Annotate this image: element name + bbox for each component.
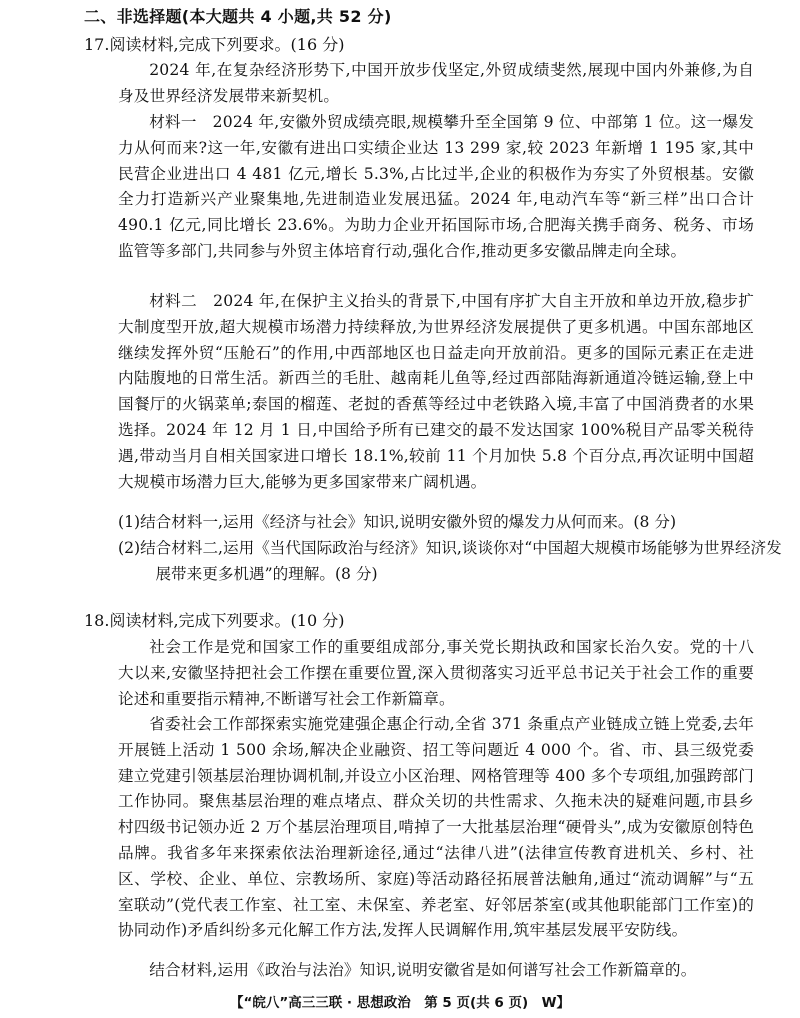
q18-paragraph-2: 省委社会工作部探索实施党建强企惠企行动,全省 371 条重点产业链成立链上党委,去年开展链上活动 1 500 余场,解决企业融资、招工等问题近 4 000 个。省、市、县三级党委建立党建引领基层治理协调机制,并设立小区治理、网格管理等 400 多个专项组,加强跨部门工作协同。聚焦基层治理的难点堵点、群众关切的共性需求、久拖未决的疑难问题,市县乡村四级书记领办近 2 万个基层治理项目,啃掉了一大批基层治理“硬骨头”,成为安徽原创特色品牌。我省多年来探索依法治理新途径,通过“法律八进”(法律宣传教育进机关、乡村、社区、学校、企业、单位、宗教场所、家庭)等活动路径拓展普法触角,通过“流动调解”与“五室联动”(党代表工作室、社工室、未保室、养老室、好邻居茶室(或其他职能部门工作室)的协同动作)矛盾纠纷多元化解工作方法,发挥人民调解作用,筑牢基层发展平安防线。 <box>118 715 754 940</box>
question-17-title: 17.阅读材料,完成下列要求。(16 分) <box>84 35 345 54</box>
q18-paragraph-1: 社会工作是党和国家工作的重要组成部分,事关党长期执政和国家长治久安。党的十八大以来,安徽坚持把社会工作摆在重要位置,深入贯彻落实习近平总书记关于社会工作的重要论述和重要指示精神,不断谱写社会工作新篇章。 <box>118 638 754 708</box>
question-18-title: 18.阅读材料,完成下列要求。(10 分) <box>84 611 345 630</box>
q17-intro-paragraph: 2024 年,在复杂经济形势下,中国开放步伐坚定,外贸成绩斐然,展现中国内外兼修,为自身及世界经济发展带来新契机。 <box>118 61 754 105</box>
page-footer: 【“皖八”高三三联 · 思想政治 第 5 页(共 6 页) W】 <box>229 995 571 1011</box>
q18-question: 结合材料,运用《政治与法治》知识,说明安徽省是如何谱写社会工作新篇章的。 <box>149 961 697 979</box>
q17-material-2: 材料二 2024 年,在保护主义抬头的背景下,中国有序扩大自主开放和单边开放,稳步扩大制度型开放,超大规模市场潜力持续释放,为世界经济发展提供了更多机遇。中国东部地区继续发挥外贸“压舱石”的作用,中西部地区也日益走向开放前沿。更多的国际元素正在走进内陆腹地的日常生活。新西兰的毛肚、越南耗儿鱼等,经过西部陆海新通道冷链运输,登上中国餐厅的火锅菜单;泰国的榴莲、老挝的香蕉等经过中老铁路入境,丰富了中国消费者的水果选择。2024 年 12 月 1 日,中国给予所有已建交的最不发达国家 100%税目产品零关税待遇,带动当月自相关国家进口增长 18.1%,较前 11 个月加快 5.8 个百分点,再次证明中国超大规模市场潜力巨大,能够为更多国家带来广阔机遇。 <box>118 292 754 491</box>
q17-subquestion-2: (2)结合材料二,运用《当代国际政治与经济》知识,谈谈你对“中国超大规模市场能够为世界经济发展带来更多机遇”的理解。(8 分) <box>118 539 782 583</box>
q17-subquestion-1: (1)结合材料一,运用《经济与社会》知识,说明安徽外贸的爆发力从何而来。(8 分) <box>118 513 677 531</box>
section-header: 二、非选择题(本大题共 4 小题,共 52 分) <box>84 7 392 26</box>
q17-material-1: 材料一 2024 年,安徽外贸成绩亮眼,规模攀升至全国第 9 位、中部第 1 位。这一爆发力从何而来?这一年,安徽有进出口实绩企业达 13 299 家,较 2023 年新增 1 195 家,其中民营企业进出口 4 481 亿元,增长 5.3%,占比过半,企业的积极作为夯实了外贸根基。安徽全力打造新兴产业聚集地,先进制造业发展迅猛。2024 年,电动汽车等“新三样”出口合计 490.1 亿元,同比增长 23.6%。为助力企业开拓国际市场,合肥海关携手商务、税务、市场监管等多部门,共同参与外贸主体培育行动,强化合作,推动更多安徽品牌走向全球。 <box>118 113 754 260</box>
